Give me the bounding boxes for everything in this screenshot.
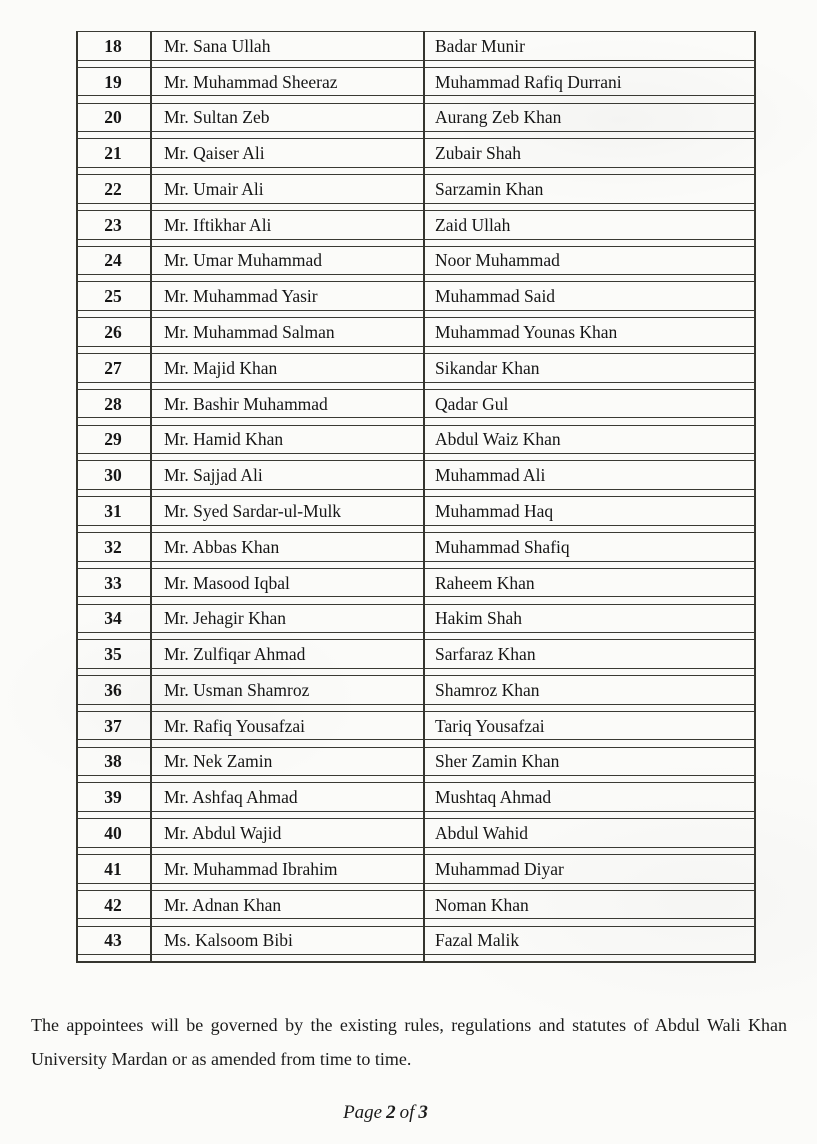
father-name: Muhammad Said [435, 286, 556, 307]
appointee-name: Mr. Jehagir Khan [164, 608, 286, 629]
appointees-table [76, 31, 756, 963]
table-row [76, 639, 756, 669]
father-name: Sarzamin Khan [435, 178, 544, 199]
table-row [76, 604, 756, 634]
serial-number: 22 [104, 178, 122, 199]
serial-number: 27 [104, 357, 122, 378]
footer-page-word: Page [343, 1102, 383, 1123]
appointee-name: Mr. Abbas Khan [164, 536, 280, 557]
appointee-name: Mr. Sana Ullah [164, 35, 271, 56]
appointee-name: Mr. Hamid Khan [164, 429, 284, 450]
table-row [76, 67, 756, 97]
appointee-name: Mr. Qaiser Ali [164, 143, 265, 164]
father-name: Aurang Zeb Khan [435, 107, 562, 128]
table-divider-serial [150, 31, 152, 961]
table-border-left [76, 31, 78, 961]
appointee-name: Mr. Sultan Zeb [164, 107, 270, 128]
father-name: Raheem Khan [435, 572, 535, 593]
serial-number: 36 [104, 679, 122, 700]
table-row [76, 31, 756, 61]
table-row [76, 246, 756, 276]
serial-number: 34 [104, 608, 122, 629]
serial-number: 23 [104, 214, 122, 235]
father-name: Muhammad Haq [435, 500, 554, 521]
table-row [76, 389, 756, 419]
table-row [76, 425, 756, 455]
serial-number: 40 [104, 822, 122, 843]
table-divider-name [423, 31, 425, 961]
father-name: Tariq Yousafzai [435, 715, 545, 736]
father-name: Noor Muhammad [435, 250, 560, 271]
father-name: Muhammad Diyar [435, 858, 564, 879]
serial-number: 30 [104, 465, 122, 486]
appointee-name: Mr. Bashir Muhammad [164, 393, 328, 414]
appointee-name: Mr. Rafiq Yousafzai [164, 715, 305, 736]
table-row [76, 568, 756, 598]
serial-number: 18 [104, 35, 122, 56]
appointee-name: Mr. Muhammad Sheeraz [164, 71, 338, 92]
table-border-right [754, 31, 756, 961]
table-row [76, 103, 756, 133]
table-row [76, 818, 756, 848]
father-name: Muhammad Younas Khan [435, 322, 618, 343]
serial-number: 39 [104, 787, 122, 808]
father-name: Zaid Ullah [435, 214, 511, 235]
table-row [76, 210, 756, 240]
appointee-name: Mr. Muhammad Yasir [164, 286, 318, 307]
appointee-name: Mr. Majid Khan [164, 357, 278, 378]
table-row [76, 854, 756, 884]
father-name: Fazal Malik [435, 930, 520, 951]
appointee-name: Mr. Ashfaq Ahmad [164, 787, 298, 808]
table-row [76, 532, 756, 562]
serial-number: 41 [104, 858, 122, 879]
footer-page-number: 2 [386, 1102, 396, 1123]
table-row [76, 460, 756, 490]
appointee-name: Mr. Adnan Khan [164, 894, 282, 915]
appointee-name: Mr. Usman Shamroz [164, 679, 310, 700]
table-row [76, 711, 756, 741]
father-name: Sarfaraz Khan [435, 644, 536, 665]
serial-number: 24 [104, 250, 122, 271]
father-name: Zubair Shah [435, 143, 522, 164]
father-name: Muhammad Rafiq Durrani [435, 71, 622, 92]
footer-of-word: of [399, 1102, 415, 1123]
father-name: Abdul Waiz Khan [435, 429, 561, 450]
serial-number: 25 [104, 286, 122, 307]
appointee-name: Mr. Nek Zamin [164, 751, 273, 772]
appointee-name: Mr. Sajjad Ali [164, 465, 263, 486]
serial-number: 33 [104, 572, 122, 593]
serial-number: 32 [104, 536, 122, 557]
table-row [76, 926, 756, 956]
table-row [76, 174, 756, 204]
table-row [76, 138, 756, 168]
father-name: Mushtaq Ahmad [435, 787, 552, 808]
father-name: Noman Khan [435, 894, 529, 915]
serial-number: 42 [104, 894, 122, 915]
appointee-name: Mr. Abdul Wajid [164, 822, 282, 843]
table-row [76, 496, 756, 526]
serial-number: 19 [104, 71, 122, 92]
appointee-name: Mr. Syed Sardar-ul-Mulk [164, 500, 342, 521]
appointee-name: Mr. Muhammad Salman [164, 322, 335, 343]
appointee-name: Mr. Umair Ali [164, 178, 264, 199]
serial-number: 21 [104, 143, 122, 164]
father-name: Sher Zamin Khan [435, 751, 560, 772]
appointee-name: Mr. Masood Iqbal [164, 572, 290, 593]
appointee-name: Mr. Muhammad Ibrahim [164, 858, 338, 879]
father-name: Muhammad Ali [435, 465, 546, 486]
table-row [76, 317, 756, 347]
table-row [76, 890, 756, 920]
father-name: Sikandar Khan [435, 357, 540, 378]
serial-number: 26 [104, 322, 122, 343]
serial-number: 35 [104, 644, 122, 665]
serial-number: 31 [104, 500, 122, 521]
serial-number: 37 [104, 715, 122, 736]
serial-number: 38 [104, 751, 122, 772]
father-name: Badar Munir [435, 35, 525, 56]
serial-number: 29 [104, 429, 122, 450]
father-name: Abdul Wahid [435, 822, 529, 843]
father-name: Muhammad Shafiq [435, 536, 570, 557]
table-row [76, 675, 756, 705]
appointee-name: Mr. Iftikhar Ali [164, 214, 272, 235]
serial-number: 28 [104, 393, 122, 414]
serial-number: 20 [104, 107, 122, 128]
table-row [76, 747, 756, 777]
appointee-name: Mr. Zulfiqar Ahmad [164, 644, 306, 665]
footer-total-pages: 3 [418, 1102, 428, 1123]
table-row [76, 281, 756, 311]
father-name: Hakim Shah [435, 608, 523, 629]
father-name: Qadar Gul [435, 393, 509, 414]
appointee-name: Ms. Kalsoom Bibi [164, 930, 293, 951]
father-name: Shamroz Khan [435, 679, 540, 700]
page-footer [0, 1102, 817, 1124]
serial-number: 43 [104, 930, 122, 951]
table-row [76, 353, 756, 383]
appointee-name: Mr. Umar Muhammad [164, 250, 322, 271]
table-row [76, 782, 756, 812]
governing-statement: The appointees will be governed by the existing rules, regulations and statutes of Abdul Wali Khan University Mardan or as amended from time to time. [31, 1015, 787, 1069]
